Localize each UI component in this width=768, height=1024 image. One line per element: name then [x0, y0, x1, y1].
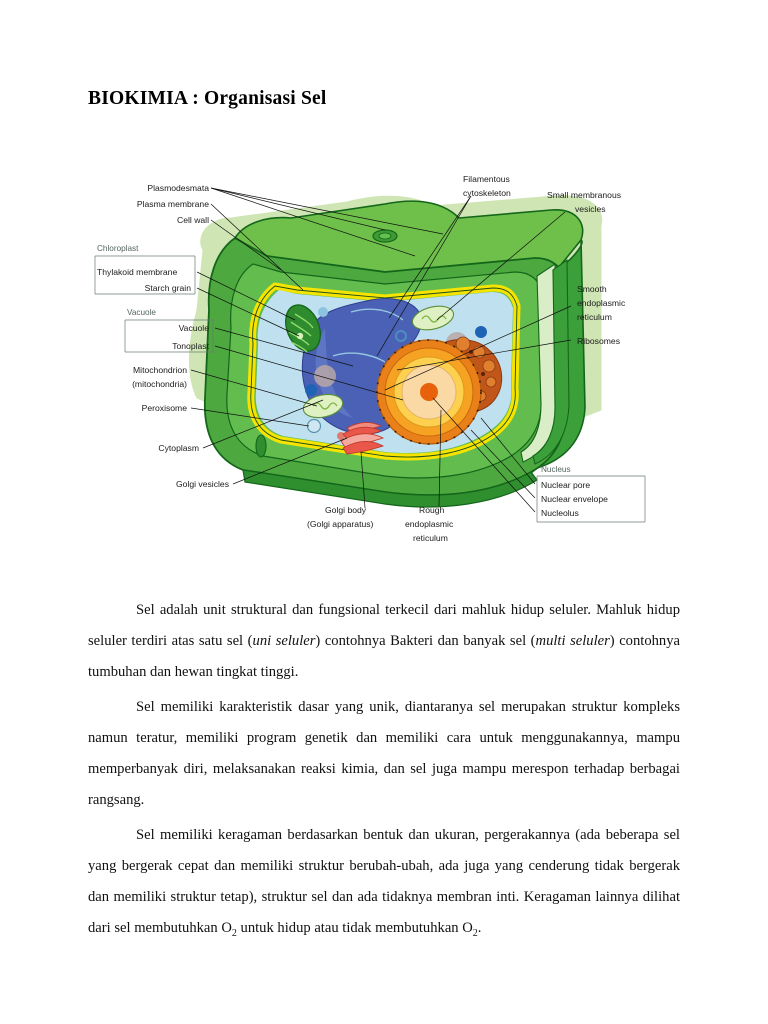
label-cell-wall: Cell wall: [177, 215, 209, 225]
paragraph-p1: Sel adalah unit struktural dan fungsional terkecil dari mahluk hidup seluler. Mahluk hidup seluler terdiri atas satu sel (uni seluler) contohnya Bakteri dan banyak sel (multi seluler) contohnya tumbuhan dan hewan tingkat tinggi.: [88, 602, 680, 680]
label-nuclear-pore: Nuclear pore: [541, 480, 591, 490]
label-golgi-vesicles: Golgi vesicles: [175, 479, 229, 489]
paragraph-p2: Sel memiliki karakteristik dasar yang unik, diantaranya sel merupakan struktur kompleks namun teratur, memiliki program genetik dan memiliki cara untuk menggunakannya, mampu memperbanyak diri, melaksanakan reaksi kimia, dan sel juga mampu merespon terhadap berbagai rangsang.: [88, 699, 680, 808]
vesicle-grey-1: [314, 365, 336, 387]
label-starch-grain: Starch grain: [144, 283, 191, 293]
body-text: [88, 595, 680, 953]
label-peroxisome: Peroxisome: [141, 403, 187, 413]
label-smooth-er-3: reticulum: [577, 312, 612, 322]
label-filamentous-2: cytoskeleton: [463, 188, 511, 198]
label-group-nucleus: Nucleus: [541, 465, 571, 474]
label-small-vesicles-1: Small membranous: [547, 190, 622, 200]
label-smooth-er-2: endoplasmic: [577, 298, 626, 308]
nucleus: [377, 340, 481, 444]
label-vacuole: Vacuole: [178, 323, 209, 333]
vesicle-blue-2: [475, 326, 487, 338]
page-title: BIOKIMIA : Organisasi Sel: [88, 88, 327, 109]
plasmodesma-2: [379, 233, 391, 239]
plant-cell-figure: [85, 160, 685, 570]
plasmodesma-3: [256, 435, 266, 457]
cell-body: [189, 196, 601, 507]
label-filamentous-1: Filamentous: [463, 174, 510, 184]
label-group-vacuole: Vacuole: [127, 308, 156, 317]
label-nuclear-envelope: Nuclear envelope: [541, 494, 608, 504]
label-nucleolus: Nucleolus: [541, 508, 579, 518]
vesicle-blue-1: [305, 384, 317, 396]
label-rough-er-1: Rough: [419, 505, 445, 515]
label-small-vesicles-2: vesicles: [575, 204, 606, 214]
label-tonoplast: Tonoplast: [172, 341, 209, 351]
vesicle-small-1: [318, 307, 328, 317]
label-cytoplasm: Cytoplasm: [158, 443, 199, 453]
paragraph-p3: Sel memiliki keragaman berdasarkan bentuk dan ukuran, pergerakannya (ada beberapa sel yang bergerak cepat dan memiliki struktur berubah-ubah, ada juga yang cenderung tidak bergerak dan memiliki struktur tetap), struktur sel dan ada tidaknya membran inti. Keragaman lainnya dilihat dari sel membutuhkan $O_2$ untuk hidup atau tidak membutuhkan $O_2$.: [88, 827, 680, 939]
label-rough-er-3: reticulum: [413, 533, 448, 543]
peroxisome: [308, 420, 321, 433]
label-golgi-apparatus: (Golgi apparatus): [307, 519, 374, 529]
label-golgi-body: Golgi body: [325, 505, 367, 515]
nucleolus: [420, 383, 438, 401]
label-plasma-membrane: Plasma membrane: [136, 199, 209, 209]
label-ribosomes: Ribosomes: [577, 336, 620, 346]
plant-cell-svg: [85, 160, 685, 570]
label-group-chloroplast: Chloroplast: [97, 244, 139, 253]
label-mitochondria-alt: (mitochondria): [132, 379, 187, 389]
label-rough-er-2: endoplasmic: [405, 519, 454, 529]
label-smooth-er-1: Smooth: [577, 284, 607, 294]
label-mitochondrion: Mitochondrion: [133, 365, 187, 375]
label-plasmodesmata: Plasmodesmata: [147, 183, 209, 193]
label-thylakoid-membrane: Thylakoid membrane: [97, 267, 178, 277]
